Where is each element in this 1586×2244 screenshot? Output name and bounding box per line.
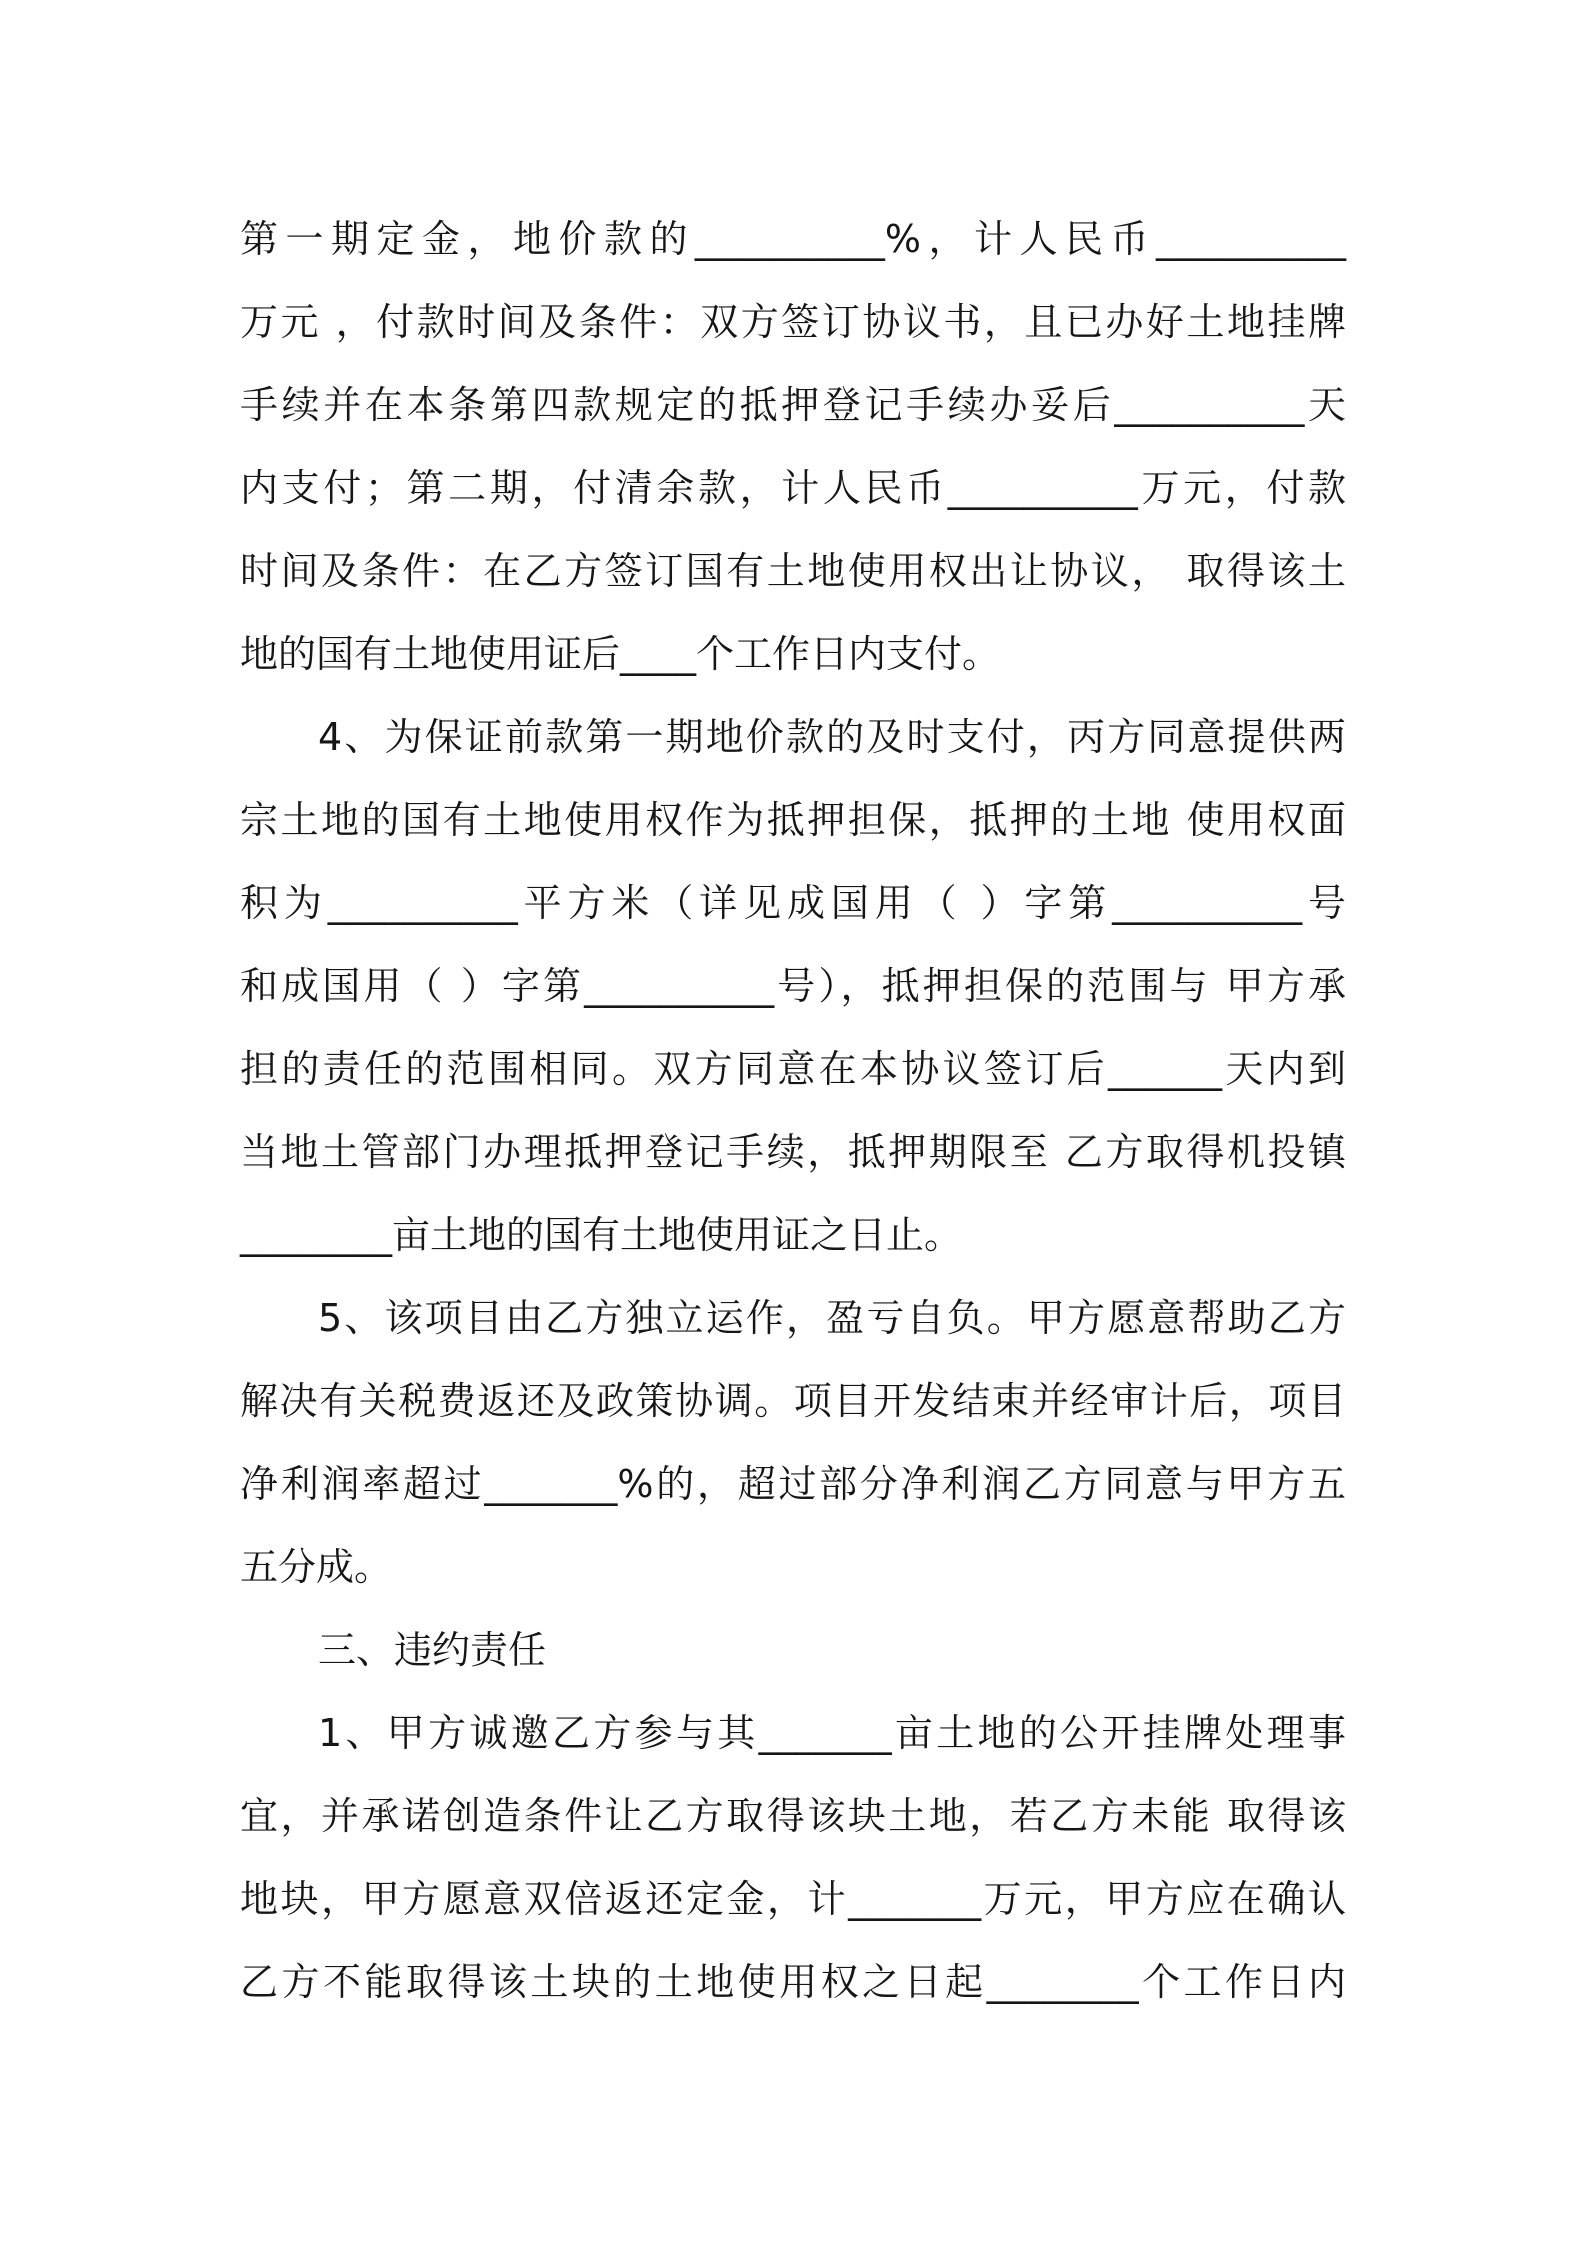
paragraph-line: 积为__________平方米（详见成国用（ ）字第__________号 bbox=[240, 881, 1346, 925]
paragraph-last-line: ________亩土地的国有土地使用证之日止。 bbox=[240, 1213, 963, 1257]
document-body bbox=[240, 198, 1346, 2024]
paragraph-line: 净利润率超过_______%的，超过部分净利润乙方同意与甲方五 bbox=[240, 1462, 1346, 1506]
paragraph-line: 担的责任的范围相同。双方同意在本协议签订后______天内到 bbox=[240, 1047, 1346, 1091]
paragraph-line: 时间及条件：在乙方签订国有土地使用权出让协议， 取得该土 bbox=[240, 549, 1346, 593]
paragraph-line: 1、甲方诚邀乙方参与其_______亩土地的公开挂牌处理事 bbox=[318, 1711, 1346, 1755]
paragraph-last-line: 三、违约责任 bbox=[318, 1628, 547, 1672]
paragraph-line: 宜，并承诺创造条件让乙方取得该块土地，若乙方未能 取得该 bbox=[240, 1794, 1346, 1838]
paragraph-line: 宗土地的国有土地使用权作为抵押担保，抵押的土地 使用权面 bbox=[240, 798, 1346, 842]
paragraph-line: 4、为保证前款第一期地价款的及时支付，丙方同意提供两 bbox=[318, 715, 1346, 759]
paragraph-line: 5、该项目由乙方独立运作，盈亏自负。甲方愿意帮助乙方 bbox=[318, 1296, 1346, 1340]
paragraph-line: 地块，甲方愿意双倍返还定金，计_______万元，甲方应在确认 bbox=[240, 1877, 1346, 1921]
paragraph-line: 解决有关税费返还及政策协调。项目开发结束并经审计后，项目 bbox=[240, 1379, 1346, 1423]
paragraph-line: 乙方不能取得该土块的土地使用权之日起________个工作日内 bbox=[240, 1960, 1346, 2004]
paragraph-line: 万元 ，付款时间及条件：双方签订协议书，且已办好土地挂牌 bbox=[240, 300, 1346, 344]
paragraph-line: 内支付；第二期，付清余款，计人民币__________万元，付款 bbox=[240, 466, 1346, 510]
paragraph-line: 手续并在本条第四款规定的抵押登记手续办妥后__________天 bbox=[240, 383, 1346, 427]
paragraph-last-line: 地的国有土地使用证后____个工作日内支付。 bbox=[240, 632, 1001, 676]
paragraph-last-line: 五分成。 bbox=[240, 1545, 393, 1589]
paragraph-line: 第一期定金，地价款的__________%，计人民币__________ bbox=[240, 217, 1346, 261]
paragraph-line: 当地土管部门办理抵押登记手续，抵押期限至 乙方取得机投镇 bbox=[240, 1130, 1346, 1174]
paragraph-line: 和成国用（ ）字第__________号），抵押担保的范围与 甲方承 bbox=[240, 964, 1346, 1008]
